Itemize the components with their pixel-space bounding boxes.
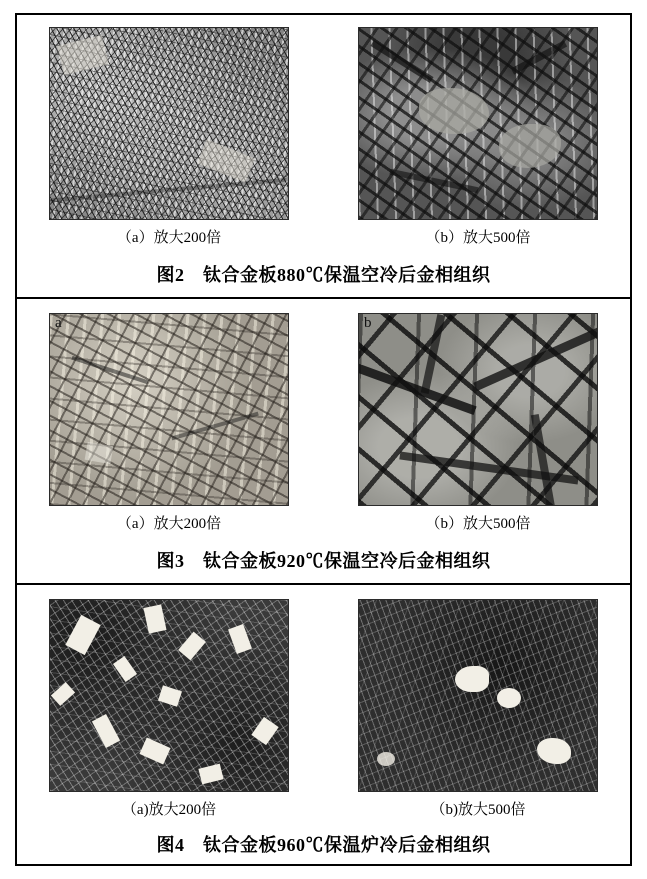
figure-2-panel-a-features bbox=[50, 28, 288, 219]
figure-3-title: 图3 钛合金板920℃保温空冷后金相组织 bbox=[156, 551, 491, 571]
figure-4-panel-b-image bbox=[358, 599, 598, 792]
figure-2-captions bbox=[17, 226, 630, 247]
figure-3-panel-a-image bbox=[49, 313, 289, 506]
figure-table-frame bbox=[15, 13, 632, 866]
figure-2-panel-a-caption: （a）放大200倍 bbox=[116, 230, 222, 246]
figure-2-title: 图2 钛合金板880℃保温空冷后金相组织 bbox=[156, 265, 491, 285]
figure-3-block bbox=[17, 299, 630, 585]
figure-3-images bbox=[17, 313, 630, 506]
figure-2-panel-b-features bbox=[359, 28, 597, 219]
figure-4-panel-a-features bbox=[50, 600, 288, 791]
figure-2-panel-b-caption: （b）放大500倍 bbox=[425, 230, 531, 246]
figure-3-panel-b-caption: （b）放大500倍 bbox=[425, 516, 531, 532]
figure-4-title: 图4 钛合金板960℃保温炉冷后金相组织 bbox=[156, 835, 491, 855]
figure-4-captions bbox=[17, 798, 630, 819]
figure-3-panel-b-image bbox=[358, 313, 598, 506]
figure-3-panel-a-features bbox=[50, 314, 288, 505]
figure-4-panel-a-caption: （a)放大200倍 bbox=[121, 802, 217, 818]
figure-2-images bbox=[17, 27, 630, 220]
figure-2-panel-a-image bbox=[49, 27, 289, 220]
figure-4-images bbox=[17, 599, 630, 792]
figure-4-block bbox=[17, 585, 630, 865]
figure-4-panel-b-features bbox=[359, 600, 597, 791]
figure-4-panel-a-image bbox=[49, 599, 289, 792]
figure-3-panel-b-features bbox=[359, 314, 597, 505]
figure-3-captions bbox=[17, 512, 630, 533]
figure-3-panel-a-corner-label: a bbox=[55, 315, 62, 331]
figure-2-block bbox=[17, 15, 630, 299]
figure-2-panel-b-image bbox=[358, 27, 598, 220]
figure-3-panel-a-caption: （a）放大200倍 bbox=[116, 516, 222, 532]
figure-4-panel-b-caption: （b)放大500倍 bbox=[430, 802, 526, 818]
figure-3-panel-b-corner-label: b bbox=[364, 315, 372, 331]
